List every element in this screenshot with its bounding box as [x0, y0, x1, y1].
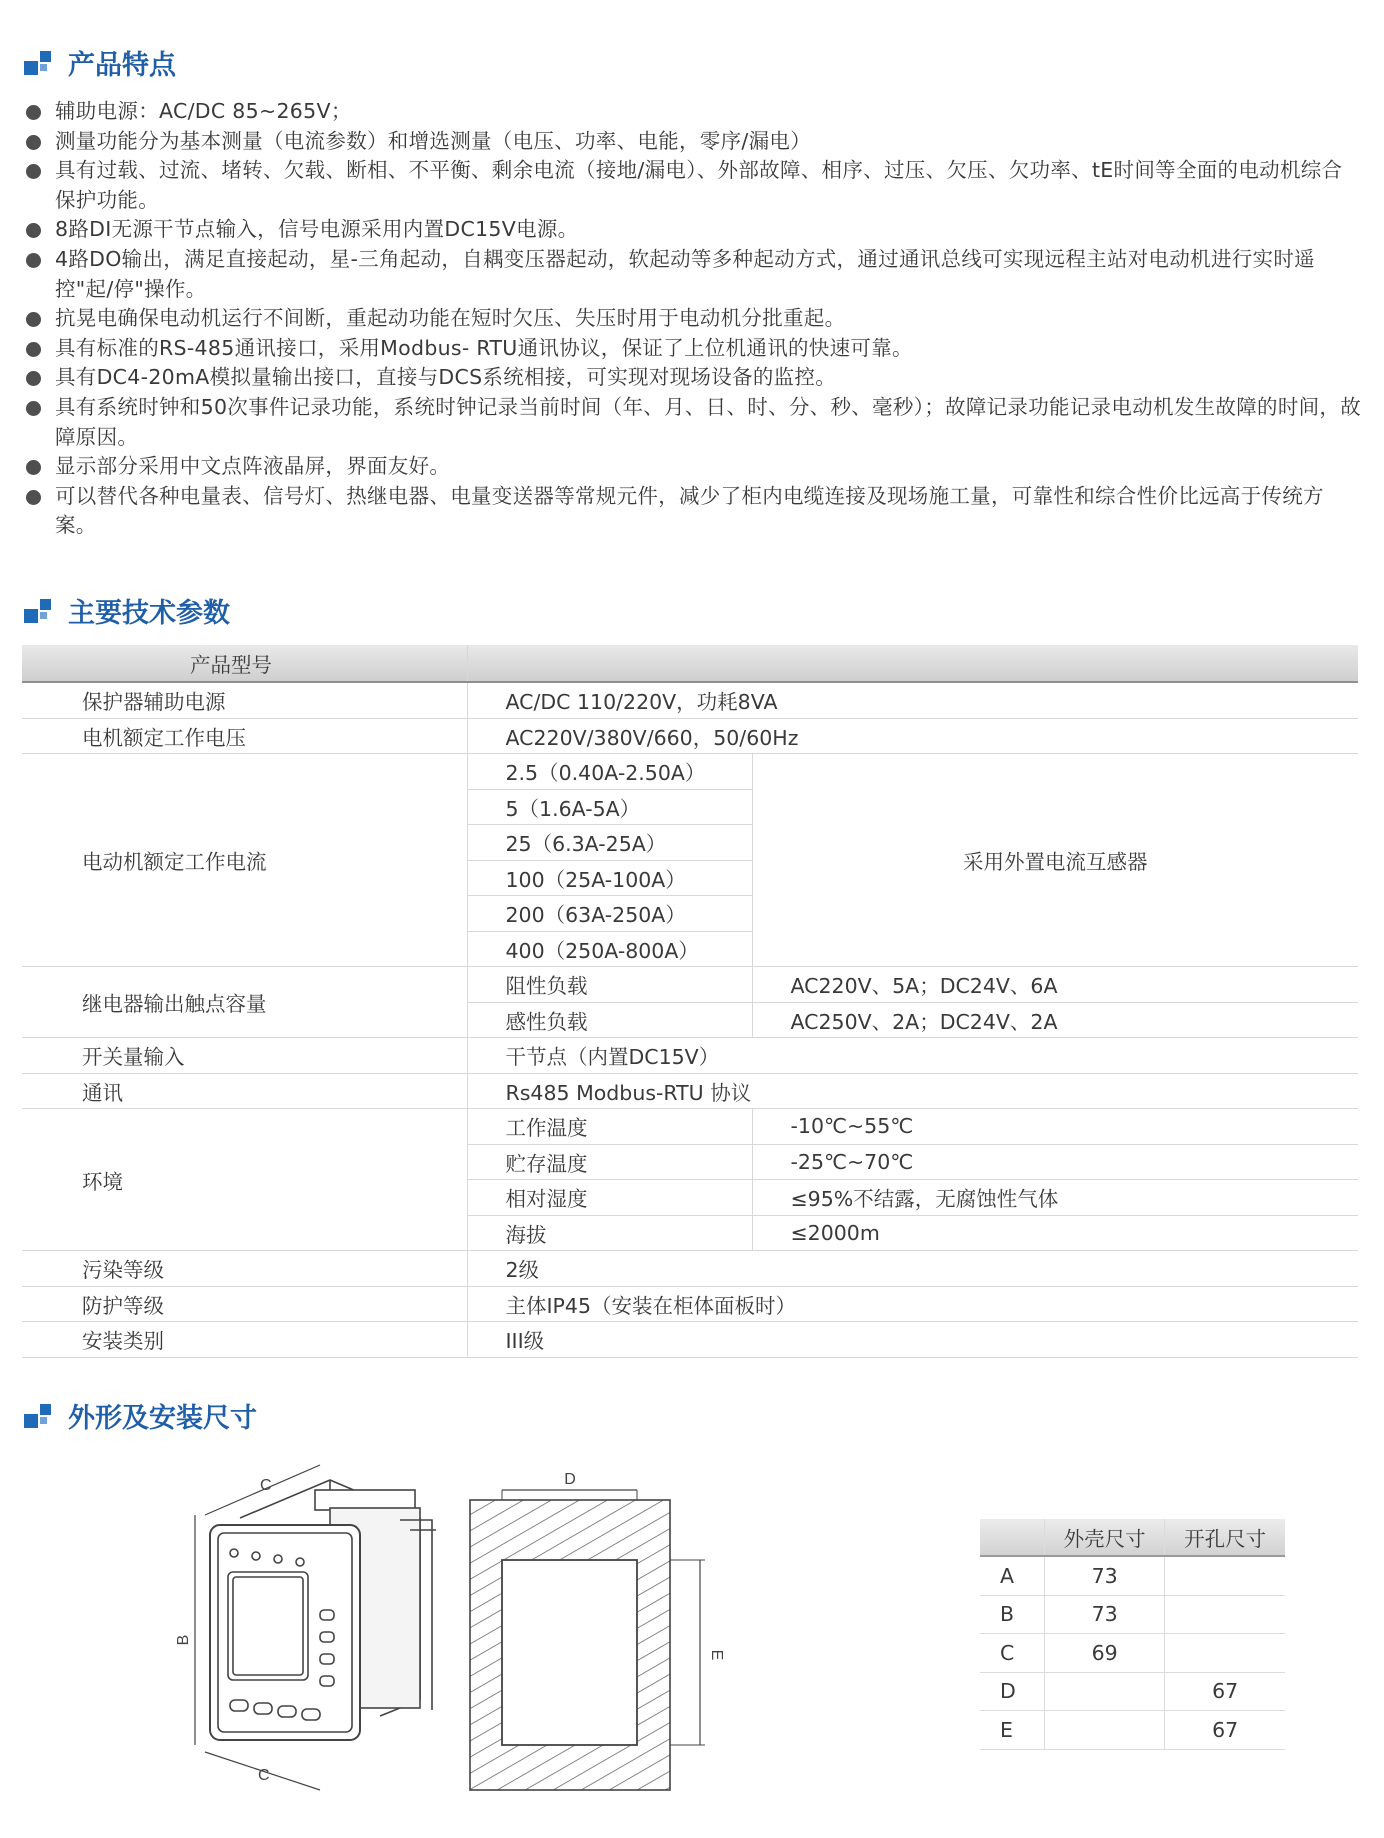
table-row: 感性负载 AC250V、2A；DC24V、2A	[22, 1002, 1358, 1038]
front-b-label: B	[175, 1634, 192, 1646]
feature-item: 可以替代各种电量表、信号灯、热继电器、电量变送器等常规元件，减少了柜内电缆连接及现场施工量，可靠性和综合性价比远高于传统方案。	[22, 482, 1362, 541]
cutout-e-label: E	[708, 1649, 725, 1661]
table-row: 继电器输出触点容量 阻性负载 AC220V、5A；DC24V、6A	[22, 967, 1358, 1003]
feature-item: 抗晃电确保电动机运行不间断，重起动功能在短时欠压、失压时用于电动机分批重起。	[22, 304, 1362, 334]
spec-table	[22, 645, 1358, 1358]
feature-item: 具有过载、过流、堵转、欠载、断相、不平衡、剩余电流（接地/漏电）、外部故障、相序、过压、欠压、欠功率、tE时间等全面的电动机综合保护功能。	[22, 156, 1362, 215]
feature-item: 4路DO输出，满足直接起动，星-三角起动，自耦变压器起动，软起动等多种起动方式，通过通讯总线可实现远程主站对电动机进行实时遥控"起/停"操作。	[22, 245, 1362, 304]
table-row: 100（25A-100A）	[22, 860, 1358, 896]
outer-size-header: 外壳尺寸	[1045, 1519, 1165, 1556]
table-row: 保护器辅助电源 AC/DC 110/220V，功耗8VA	[22, 682, 1358, 718]
table-row: B 73	[980, 1595, 1285, 1634]
bullet-dot-icon	[26, 164, 41, 179]
table-row: D 67	[980, 1672, 1285, 1711]
dims-table	[980, 1519, 1285, 1750]
table-row: 400（250A-800A）	[22, 931, 1358, 967]
cutout-view	[470, 1490, 705, 1790]
feature-item: 辅助电源：AC/DC 85~265V；	[22, 97, 1362, 127]
bullet-dot-icon	[26, 490, 41, 505]
feature-item: 显示部分采用中文点阵液晶屏，界面友好。	[22, 452, 1362, 482]
cutout-d-label: D	[564, 1471, 576, 1488]
spec-header-cell: 产品型号	[22, 645, 467, 682]
dims-section-header	[24, 1395, 257, 1435]
bullet-dot-icon	[26, 135, 41, 150]
dims-title: 外形及安装尺寸	[68, 1402, 257, 1434]
front-c-top-label: C	[260, 1477, 272, 1494]
table-row: 污染等级 2级	[22, 1251, 1358, 1287]
feature-item: 8路DI无源干节点输入，信号电源采用内置DC15V电源。	[22, 215, 1362, 245]
table-row: E 67	[980, 1711, 1285, 1750]
section-bullet-icon	[24, 47, 54, 77]
table-row: 海拔 ≤2000m	[22, 1215, 1358, 1251]
specs-title: 主要技术参数	[68, 597, 230, 629]
bullet-dot-icon	[26, 312, 41, 327]
feature-item: 具有系统时钟和50次事件记录功能，系统时钟记录当前时间（年、月、日、时、分、秒、毫秒）；故障记录功能记录电动机发生故障的时间，故障原因。	[22, 393, 1362, 452]
table-row: 环境 工作温度 -10℃~55℃	[22, 1109, 1358, 1145]
table-row: A 73	[980, 1556, 1285, 1595]
spec-header-row	[22, 645, 1358, 682]
bullet-dot-icon	[26, 371, 41, 386]
table-row: 200（63A-250A）	[22, 896, 1358, 932]
table-row: 安装类别 III级	[22, 1322, 1358, 1358]
section-bullet-icon	[24, 1400, 54, 1430]
bullet-dot-icon	[26, 342, 41, 357]
bullet-dot-icon	[26, 105, 41, 120]
feature-item: 具有标准的RS-485通讯接口，采用Modbus- RTU通讯协议，保证了上位机通讯的快速可靠。	[22, 334, 1362, 364]
table-row: 相对湿度 ≤95%不结露，无腐蚀性气体	[22, 1180, 1358, 1216]
table-row: 通讯 Rs485 Modbus-RTU 协议	[22, 1073, 1358, 1109]
table-row: 防护等级 主体IP45（安装在柜体面板时）	[22, 1286, 1358, 1322]
table-row: 5（1.6A-5A）	[22, 789, 1358, 825]
features-section-header	[24, 42, 176, 82]
table-row: 开关量输入 干节点（内置DC15V）	[22, 1038, 1358, 1074]
feature-item: 测量功能分为基本测量（电流参数）和增选测量（电压、功率、电能，零序/漏电）	[22, 127, 1362, 157]
bullet-dot-icon	[26, 460, 41, 475]
bullet-dot-icon	[26, 401, 41, 416]
dimension-drawing	[175, 1460, 820, 1790]
section-bullet-icon	[24, 595, 54, 625]
specs-section-header	[24, 590, 230, 630]
cutout-size-header: 开孔尺寸	[1165, 1519, 1285, 1556]
bullet-dot-icon	[26, 253, 41, 268]
front-c-bottom-label: C	[258, 1767, 270, 1784]
features-list	[22, 97, 1362, 541]
feature-item: 具有DC4-20mA模拟量输出接口，直接与DCS系统相接，可实现对现场设备的监控。	[22, 363, 1362, 393]
current-note: 采用外置电流互感器	[752, 754, 1358, 967]
table-row: 电机额定工作电压 AC220V/380V/660，50/60Hz	[22, 718, 1358, 754]
features-title: 产品特点	[68, 49, 176, 81]
front-device-view	[195, 1465, 436, 1790]
table-row: C 69	[980, 1634, 1285, 1673]
table-row: 电动机额定工作电流 2.5（0.40A-2.50A） 采用外置电流互感器	[22, 754, 1358, 790]
table-row: 贮存温度 -25℃~70℃	[22, 1144, 1358, 1180]
table-row: 25（6.3A-25A）	[22, 825, 1358, 861]
dims-header-row	[980, 1519, 1285, 1556]
bullet-dot-icon	[26, 223, 41, 238]
